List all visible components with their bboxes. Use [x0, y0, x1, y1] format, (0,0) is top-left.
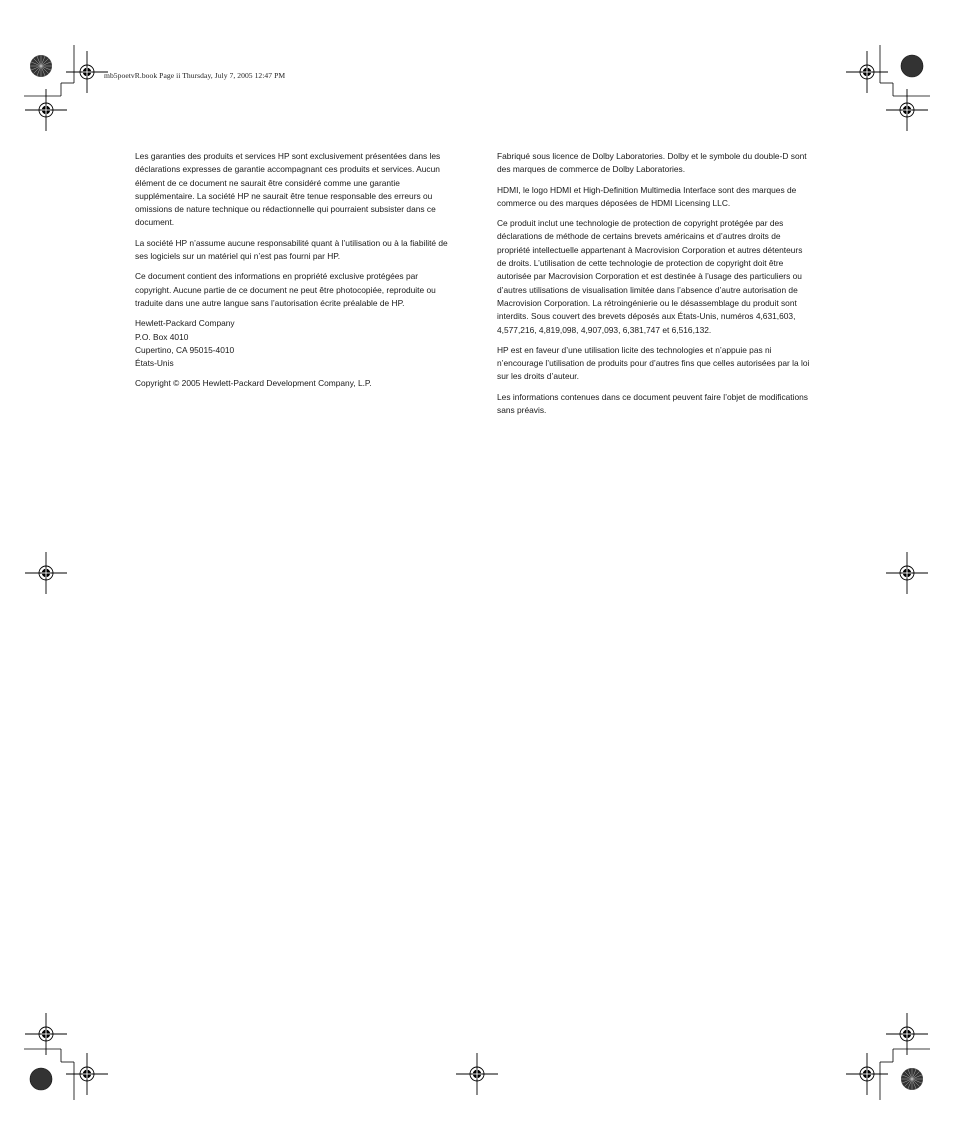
- change-notice-paragraph: Les informations contenues dans ce document peuvent faire l’objet de modifications sans préavis.: [497, 391, 808, 416]
- company-address: [135, 317, 453, 370]
- lawful-use-paragraph: HP est en faveur d’une utilisation licite des technologies et n’appuie pas ni n’encourage l’utilisation de produits pour d’autres fins que celles autorisées par la loi sur les droits d’auteur.: [497, 344, 810, 382]
- warranty-paragraph: Les garanties des produits et services HP sont exclusivement présentées dans les déclarations expresses de garantie accompagnant ces produits et services. Aucun élément de ce document ne saurait être considéré comme une garantie supplémentaire. La société HP ne saurait être tenue responsable des erreurs ou omissions de nature technique ou rédactionnelle qui pourraient subsister dans ce document.: [135, 151, 441, 228]
- macrovision-paragraph: Ce produit inclut une technologie de protection de copyright protégée par des déclarations de méthode de certains brevets américains et d’autres droits de propriété intellectuelle appartenant à Macrovision Corporation et autres détenteurs de droits. L’utilisation de cette technologie de protection de copyright doit être autorisée par Macrovision Corporation et est destinée à l’usage des particuliers ou d’autres utilisations de visualisation limitée dans l’absence d’autre autorisation de Macrovision Corporation. La rétroingénierie ou le désassemblage du produit sont interdits. Sous couvert des brevets déposés aux États-Unis, numéros 4,631,603, 4,577,216, 4,819,098, 4,907,093, 6,381,747 et 6,516,132.: [497, 218, 803, 335]
- print-info-header: mb5poetvR.book Page ii Thursday, July 7, 2005 12:47 PM: [104, 71, 286, 80]
- copyright-line: Copyright © 2005 Hewlett-Packard Development Company, L.P.: [135, 378, 372, 389]
- left-column: [135, 150, 453, 398]
- address-po-box: P.O. Box 4010: [135, 331, 189, 342]
- address-country: États-Unis: [135, 358, 174, 369]
- dolby-paragraph: Fabriqué sous licence de Dolby Laboratories. Dolby et le symbole du double-D sont des marques de commerce de Dolby Laboratories.: [497, 151, 807, 175]
- liability-paragraph: La société HP n’assume aucune responsabilité quant à l’utilisation ou à la fiabilité de ses logiciels sur un matériel qui n’est pas fourni par HP.: [135, 237, 448, 262]
- right-column: [497, 150, 813, 424]
- address-company: Hewlett-Packard Company: [135, 318, 235, 329]
- hdmi-paragraph: HDMI, le logo HDMI et High-Definition Multimedia Interface sont des marques de commerce ou des marques déposées de HDMI Licensing LLC.: [497, 184, 797, 208]
- address-city: Cupertino, CA 95015-4010: [135, 344, 235, 355]
- copyright-notice-paragraph: Ce document contient des informations en propriété exclusive protégées par copyright. Aucune partie de ce document ne peut être photocopiée, reproduite ou traduite dans une autre langue sans l’autorisation écrite préalable de HP.: [135, 271, 436, 308]
